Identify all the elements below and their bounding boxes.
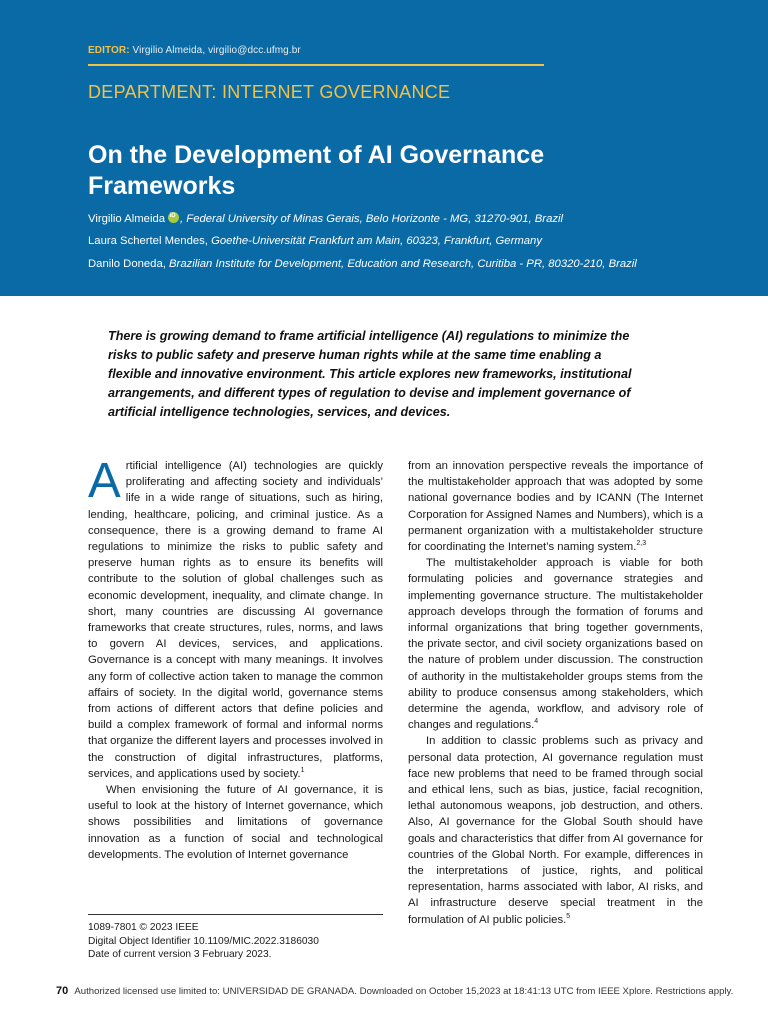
paragraph-text: from an innovation perspective reveals the importance of the multistakeholder approach that was adopted by some national governance bodies and by ICANN (The Internet Corporation for Assigned Names and Numbers), which is a permanent organization with a multistakeholder structure for coordinating the Internet’s naming system.: [408, 460, 703, 554]
editor-line: [88, 45, 301, 56]
page-footer: [56, 985, 734, 997]
footnote-rule: [88, 914, 383, 915]
reference-mark[interactable]: 1: [300, 766, 305, 774]
paragraph: [408, 733, 703, 927]
author-name: Virgilio Almeida: [88, 213, 166, 225]
reference-mark[interactable]: 2,3: [636, 540, 647, 548]
author-name: Danilo Doneda,: [88, 258, 170, 270]
department-label: DEPARTMENT: INTERNET GOVERNANCE: [88, 82, 451, 102]
reference-mark[interactable]: 5: [566, 912, 571, 920]
author-name: Laura Schertel Mendes,: [88, 235, 212, 247]
paragraph: [408, 555, 703, 733]
license-notice: Authorized licensed use limited to: UNIVERSIDAD DE GRANADA. Downloaded on October 15,2023 at 18:41:13 UTC from IEEE Xplore. Restrictions apply.: [74, 986, 734, 997]
paragraph-text: The multistakeholder approach is viable for both formulating policies and governance strategies and implementing governance structure. The multistakeholder approach develops through the formation of forums and informal organizations that bring together governments, the private sector, and civil society organizations based on the nature of problem under discussion. The construction of authority in the multistakeholder groups stems from the ability to produce consensus among stakeholders, which determine the agenda, workflow, and advisory role of changes and regulations.: [408, 557, 703, 732]
header-rule: [88, 64, 544, 66]
editor-text: Virgilio Almeida, virgilio@dcc.ufmg.br: [132, 45, 301, 56]
paragraph: [88, 782, 383, 863]
paragraph-text: When envisioning the future of AI governance, it is useful to look at the history of Internet governance, which shows possibilities and limitations of governance innovation as a function of social and technological developments. The evolution of Internet governance: [88, 784, 383, 861]
author-line-3: [88, 258, 637, 270]
body-column-right: [408, 458, 703, 928]
body-column-left: [88, 454, 383, 863]
page-number: 70: [56, 985, 69, 997]
doi-line: Digital Object Identifier 10.1109/MIC.2022.3186030: [88, 935, 319, 947]
abstract: There is growing demand to frame artificial intelligence (AI) regulations to minimize the risks to public safety and preserve human rights while at the same time enabling a flexible and innovative environment. This article explores new frameworks, institutional arrangements, and different types of regulation to devise and implement governance of artificial intelligence technologies, services, and devices.: [108, 329, 632, 419]
issn-line: 1089-7801 © 2023 IEEE: [88, 922, 199, 933]
author-affiliation: Goethe-Universität Frankfurt am Main, 60323, Frankfurt, Germany: [211, 235, 542, 247]
author-line-1: [88, 212, 563, 225]
orcid-icon[interactable]: [168, 212, 179, 223]
paragraph: [408, 458, 703, 555]
drop-cap: A: [88, 454, 121, 508]
paragraph-text: rtificial intelligence (AI) technologies are quickly proliferating and affecting society and individuals’ life in a wide range of situations, such as hiring, lending, healthcare, policing, and criminal justice. As a consequence, there is a growing demand to frame AI regulations to minimize the risks to public safety and preserve human rights as to ensure its benefits will contribute to the solution of global challenges such as economic development, inequality, and climate change. In short, many countries are discussing AI governance frameworks that create structures, rules, norms, and laws to govern AI devices, services, and applications. Governance is a concept with many meanings. It involves any form of collective action taken to manage the common affairs of society. In the digital world, governance stems from actions of different actors that define policies and build a complex framework of formal and informal norms that organize the different layers and processes involved in the construction of digital infrastructures, platforms, services, and applications used by society.: [88, 460, 383, 780]
header-banner: [0, 0, 768, 296]
article-title: On the Development of AI Governance Frameworks: [88, 141, 545, 200]
editor-label: EDITOR:: [88, 45, 130, 56]
paragraph: [88, 454, 383, 782]
date-line: Date of current version 3 February 2023.: [88, 949, 272, 960]
footnote: [88, 921, 388, 962]
reference-mark[interactable]: 4: [534, 718, 539, 726]
paragraph-text: In addition to classic problems such as privacy and personal data protection, AI governance regulation must face new problems that need to be framed through social and ethical lens, such as bias, justice, facial recognition, lethal autonomous weapons, job destruction, and others. Also, AI governance for the Global South should have goals and characteristics that differ from AI governance for countries of the Global North. For example, differences in the interpretations of justice, rights, and political representation, harms associated with labor, AI risks, and AI infrastructure deserve special treatment in the formulation of AI public policies.: [408, 735, 703, 926]
author-affiliation: Brazilian Institute for Development, Education and Research, Curitiba - PR, 80320-210, Brazil: [169, 258, 637, 270]
author-affiliation: , Federal University of Minas Gerais, Belo Horizonte - MG, 31270-901, Brazil: [180, 213, 564, 225]
author-line-2: [88, 235, 542, 247]
